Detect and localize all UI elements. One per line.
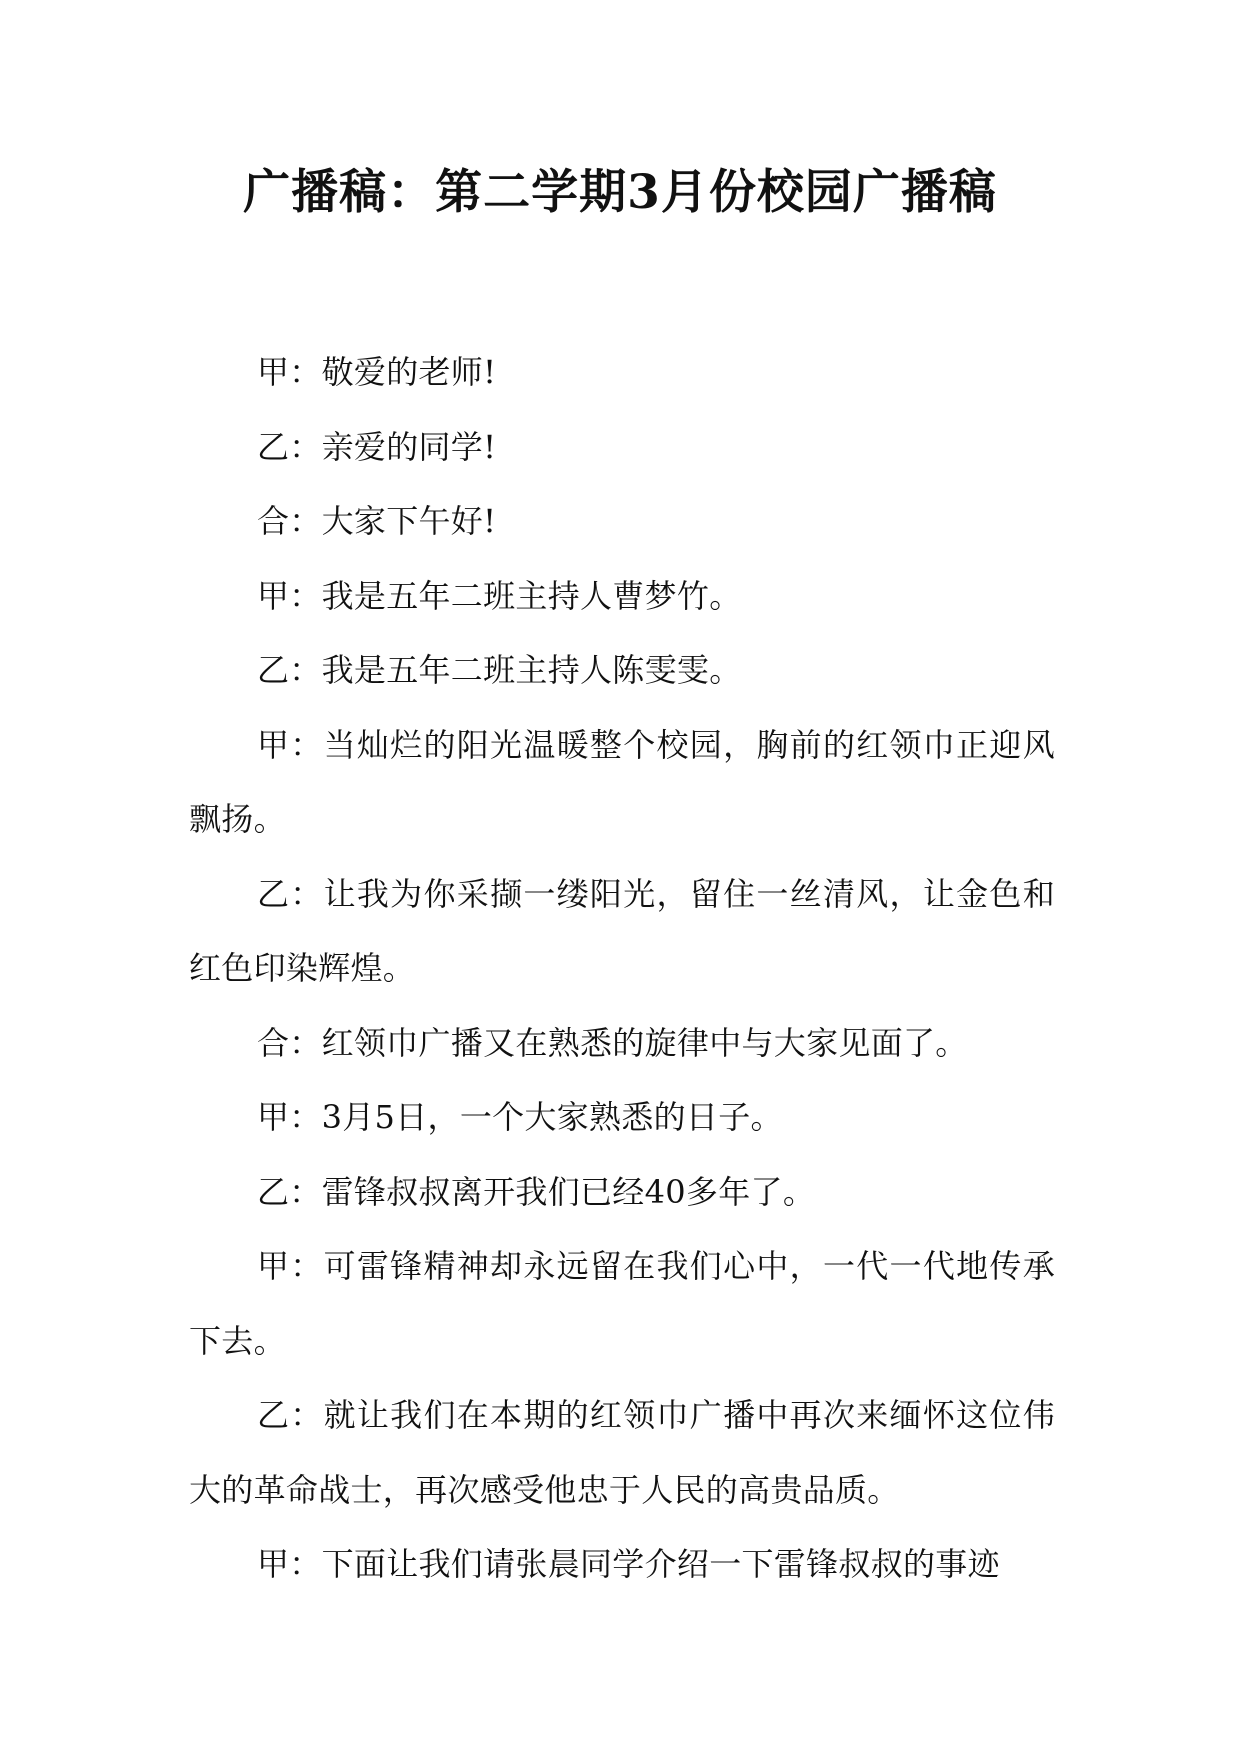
paragraph: 甲：3月5日，一个大家熟悉的日子。 (257, 1098, 783, 1136)
paragraph: 甲：下面让我们请张晨同学介绍一下雷锋叔叔的事迹 (257, 1545, 1000, 1583)
paragraph: 甲：敬爱的老师! (257, 353, 497, 391)
paragraph: 乙：就让我们在本期的红领巾广播中再次来缅怀这位伟大的革命战士，再次感受他忠于人民的高贵品质。 (189, 1396, 1055, 1509)
document-body (189, 335, 1055, 1602)
paragraph: 乙：让我为你采撷一缕阳光，留住一丝清风，让金色和红色印染辉煌。 (189, 874, 1055, 987)
paragraph: 甲：我是五年二班主持人曹梦竹。 (257, 576, 742, 615)
paragraph: 合：大家下午好! (257, 502, 497, 540)
paragraph: 乙：我是五年二班主持人陈雯雯。 (257, 651, 742, 689)
paragraph: 甲：可雷锋精神却永远留在我们心中，一代一代地传承下去。 (189, 1247, 1055, 1360)
paragraph: 乙：亲爱的同学! (257, 427, 497, 466)
paragraph: 乙：雷锋叔叔离开我们已经40多年了。 (257, 1172, 816, 1211)
document-title: 广播稿：第二学期3月份校园广播稿 (243, 165, 997, 220)
paragraph: 合：红领巾广播又在熟悉的旋律中与大家见面了。 (257, 1023, 968, 1062)
paragraph: 甲：当灿烂的阳光温暖整个校园，胸前的红领巾正迎风飘扬。 (189, 725, 1055, 838)
